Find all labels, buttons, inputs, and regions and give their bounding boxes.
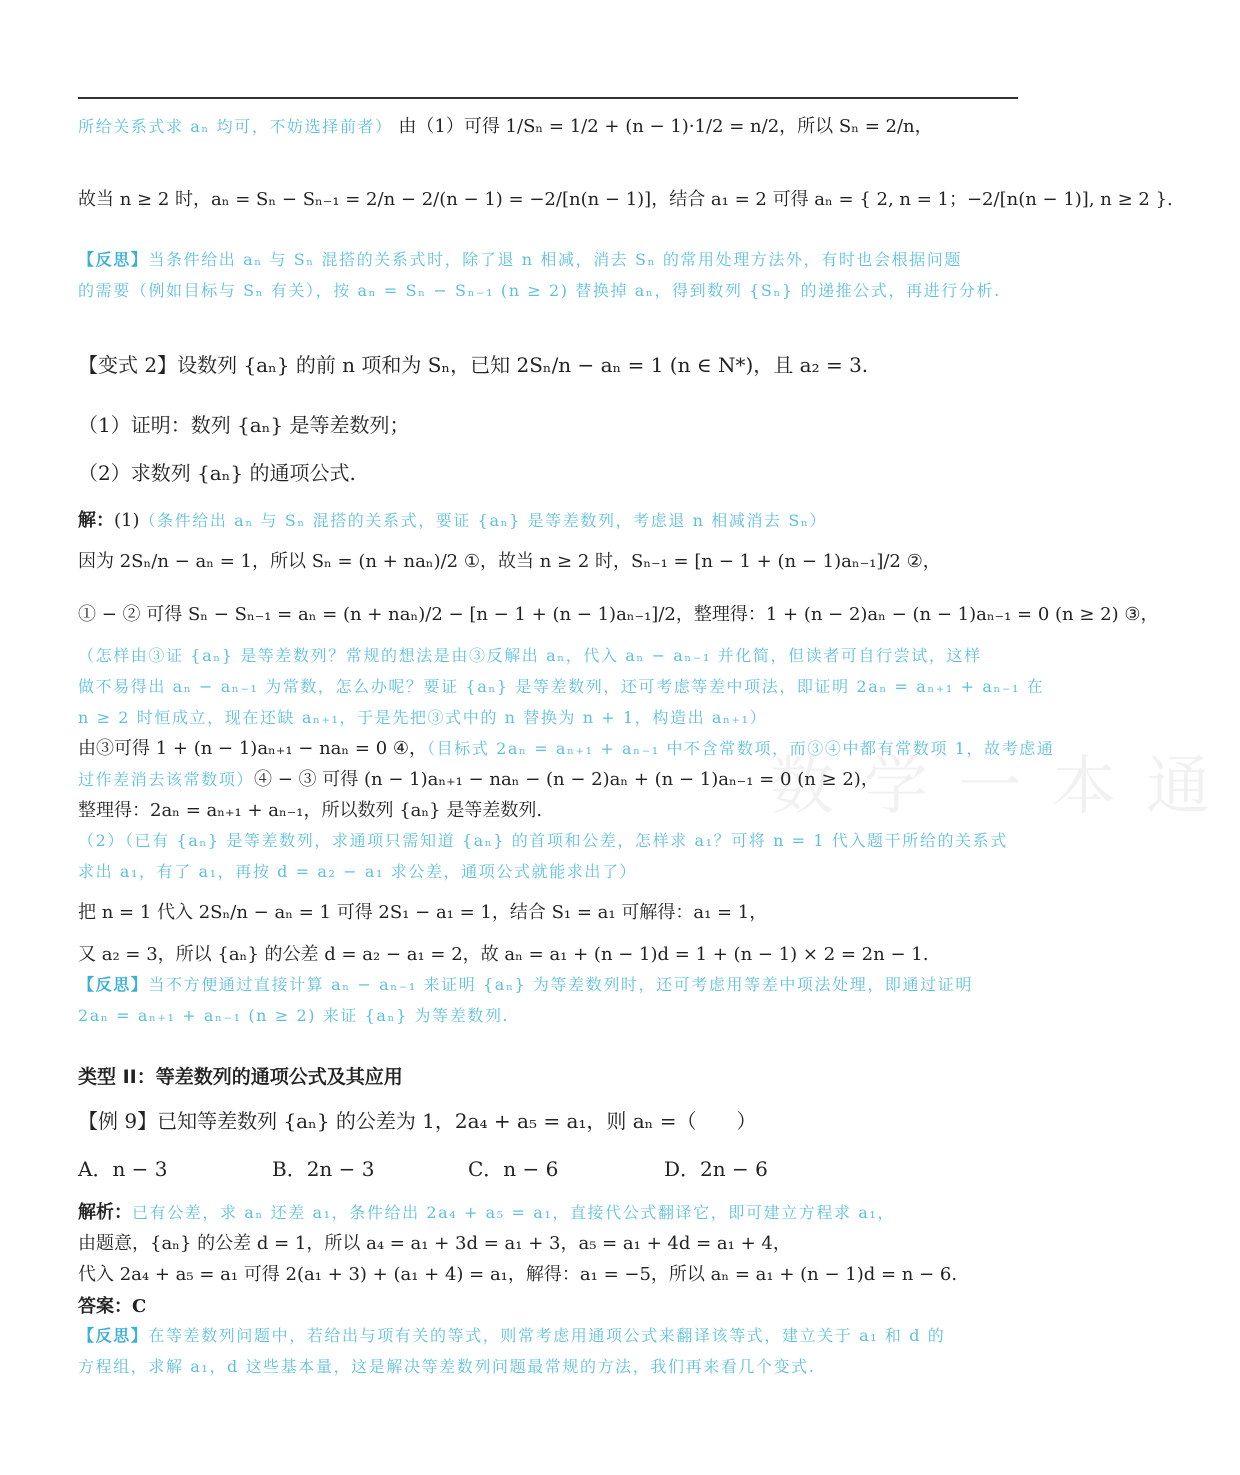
- text-line: 整理得：2aₙ = aₙ₊₁ + aₙ₋₁，所以数列 {aₙ} 是等差数列.: [78, 800, 543, 821]
- reflection-tag: 【反思】: [78, 975, 149, 994]
- annotation-line: 的需要（例如目标与 Sₙ 有关），按 aₙ = Sₙ − Sₙ₋₁ (n ≥ 2) 替换掉 aₙ，得到数列 {Sₙ} 的递推公式，再进行分析.: [78, 281, 1001, 300]
- watermark: 数学一本通: [770, 750, 1240, 824]
- text-line: ① − ② 可得 Sₙ − Sₙ₋₁ = aₙ = (n + naₙ)/2 − [n − 1 + (n − 1)aₙ₋₁]/2，整理得：1 + (n − 2)aₙ − (n − 1)aₙ₋₁ = 0 (n ≥ 2) ③，: [78, 604, 1159, 625]
- formula-text: 由（1）可得 1/Sₙ = 1/2 + (n − 1)·1/2 = n/2，所以 Sₙ = 2/n，: [398, 116, 933, 137]
- text-line: [78, 765, 1023, 795]
- annotation-line: 2aₙ = aₙ₊₁ + aₙ₋₁ (n ≥ 2) 来证 {aₙ} 为等差数列.: [78, 1006, 510, 1025]
- annotation-line: （怎样由③证 {aₙ} 是等差数列？常规的想法是由③反解出 aₙ，代入 aₙ − aₙ₋₁ 并化简，但读者可自行尝试，这样: [78, 646, 982, 665]
- formula-text: ④ − ③ 可得 (n − 1)aₙ₊₁ − naₙ − (n − 2)aₙ + (n − 1)aₙ₋₁ = 0 (n ≥ 2)，: [254, 769, 879, 790]
- annotation-line: （2）（已有 {aₙ} 是等差数列，求通项只需知道 {aₙ} 的首项和公差，怎样求 a₁？可将 n = 1 代入题干所给的关系式: [78, 831, 1008, 850]
- text-line: 把 n = 1 代入 2Sₙ/n − aₙ = 1 可得 2S₁ − a₁ = 1，结合 S₁ = a₁ 可解得：a₁ = 1，: [78, 902, 768, 923]
- annotation: 过作差消去该常数项）: [78, 770, 255, 789]
- text-line: 又 a₂ = 3，所以 {aₙ} 的公差 d = a₂ − a₁ = 2，故 aₙ = a₁ + (n − 1)d = 1 + (n − 1) × 2 = 2n − 1.: [78, 944, 929, 965]
- analysis-tag: 解析：: [78, 1202, 132, 1223]
- option-b: B．2n − 3: [272, 1157, 375, 1181]
- reflection-tag: 【反思】: [78, 250, 149, 269]
- solution-tag: 解：: [78, 510, 114, 531]
- annotation-line: 方程组，求解 a₁，d 这些基本量，这是解决等差数列问题最常规的方法，我们再来看几个变式.: [78, 1357, 816, 1376]
- annotation: 当不方便通过直接计算 aₙ − aₙ₋₁ 来证明 {aₙ} 为等差数列时，还可考虑用等差中项法处理，即通过证明: [148, 975, 973, 994]
- annotation-line: 求出 a₁，有了 a₁，再按 d = a₂ − a₁ 求公差，通项公式就能求出了）: [78, 862, 638, 881]
- text-line: [78, 734, 1055, 764]
- annotation: （条件给出 aₙ 与 Sₙ 混搭的关系式，要证 {aₙ} 是等差数列，考虑退 n 相减消去 Sₙ）: [139, 511, 828, 530]
- analysis-line: [78, 1198, 1023, 1228]
- text-line: 故当 n ≥ 2 时，aₙ = Sₙ − Sₙ₋₁ = 2/n − 2/(n − 1) = −2/[n(n − 1)]，结合 a₁ = 2 可得 aₙ = { 2, n = 1；−2/[n(n − 1)], n ≥ 2 }.: [78, 189, 1173, 210]
- example-title: 【例 9】已知等差数列 {aₙ} 的公差为 1，2a₄ + a₅ = a₁，则 aₙ =（ ）: [78, 1109, 757, 1133]
- reflection-line: [78, 245, 1023, 275]
- annotation-line: n ≥ 2 时恒成立，现在还缺 aₙ₊₁，于是先把③式中的 n 替换为 n + 1，构造出 aₙ₊₁）: [78, 708, 768, 727]
- problem-part-2: （2）求数列 {aₙ} 的通项公式.: [78, 461, 356, 485]
- section-heading: 类型 II：等差数列的通项公式及其应用: [78, 1066, 403, 1088]
- reflection-line: [78, 970, 1023, 1000]
- solution-start: [78, 506, 1023, 536]
- formula-text: 由③可得 1 + (n − 1)aₙ₊₁ − naₙ = 0 ④，: [78, 738, 428, 759]
- problem-part-1: （1）证明：数列 {aₙ} 是等差数列；: [78, 413, 410, 437]
- option-c: C．n − 6: [468, 1157, 559, 1181]
- text-line: 由题意，{aₙ} 的公差 d = 1，所以 a₄ = a₁ + 3d = a₁ + 3，a₅ = a₁ + 4d = a₁ + 4，: [78, 1233, 791, 1254]
- problem-title: 【变式 2】设数列 {aₙ} 的前 n 项和为 Sₙ，已知 2Sₙ/n − aₙ = 1 (n ∈ N*)，且 a₂ = 3.: [78, 353, 869, 377]
- annotation: 当条件给出 aₙ 与 Sₙ 混搭的关系式时，除了退 n 相减，消去 Sₙ 的常用处理方法外，有时也会根据问题: [148, 250, 963, 269]
- option-a: A．n − 3: [78, 1157, 168, 1181]
- reflection-tag: 【反思】: [78, 1326, 149, 1345]
- annotation: 已有公差，求 aₙ 还差 a₁，条件给出 2a₄ + a₅ = a₁，直接代公式翻译它，即可建立方程求 a₁，: [132, 1203, 895, 1222]
- text-line: 代入 2a₄ + a₅ = a₁ 可得 2(a₁ + 3) + (a₁ + 4) = a₁，解得：a₁ = −5，所以 aₙ = a₁ + (n − 1)d = n − 6.: [78, 1264, 958, 1285]
- annotation-line: 做不易得出 aₙ − aₙ₋₁ 为常数，怎么办呢？要证 {aₙ} 是等差数列，还可考虑等差中项法，即证明 2aₙ = aₙ₊₁ + aₙ₋₁ 在: [78, 677, 1045, 696]
- answer-line: 答案：C: [78, 1296, 147, 1317]
- text-line: 因为 2Sₙ/n − aₙ = 1，所以 Sₙ = (n + naₙ)/2 ①，故当 n ≥ 2 时，Sₙ₋₁ = [n − 1 + (n − 1)aₙ₋₁]/2 ②，: [78, 551, 941, 572]
- annotation: 在等差数列问题中，若给出与项有关的等式，则常考虑用通项公式来翻译该等式，建立关于 a₁ 和 d 的: [148, 1326, 946, 1345]
- text-line: [78, 112, 1023, 142]
- part-label: (1): [114, 510, 140, 531]
- reflection-line: [78, 1321, 1023, 1351]
- annotation: （目标式 2aₙ = aₙ₊₁ + aₙ₋₁ 中不含常数项，而③④中都有常数项 1，故考虑通: [427, 739, 1055, 758]
- option-d: D．2n − 6: [664, 1157, 768, 1181]
- top-rule: [78, 97, 1018, 99]
- annotation: 所给关系式求 aₙ 均可，不妨选择前者）: [78, 117, 393, 136]
